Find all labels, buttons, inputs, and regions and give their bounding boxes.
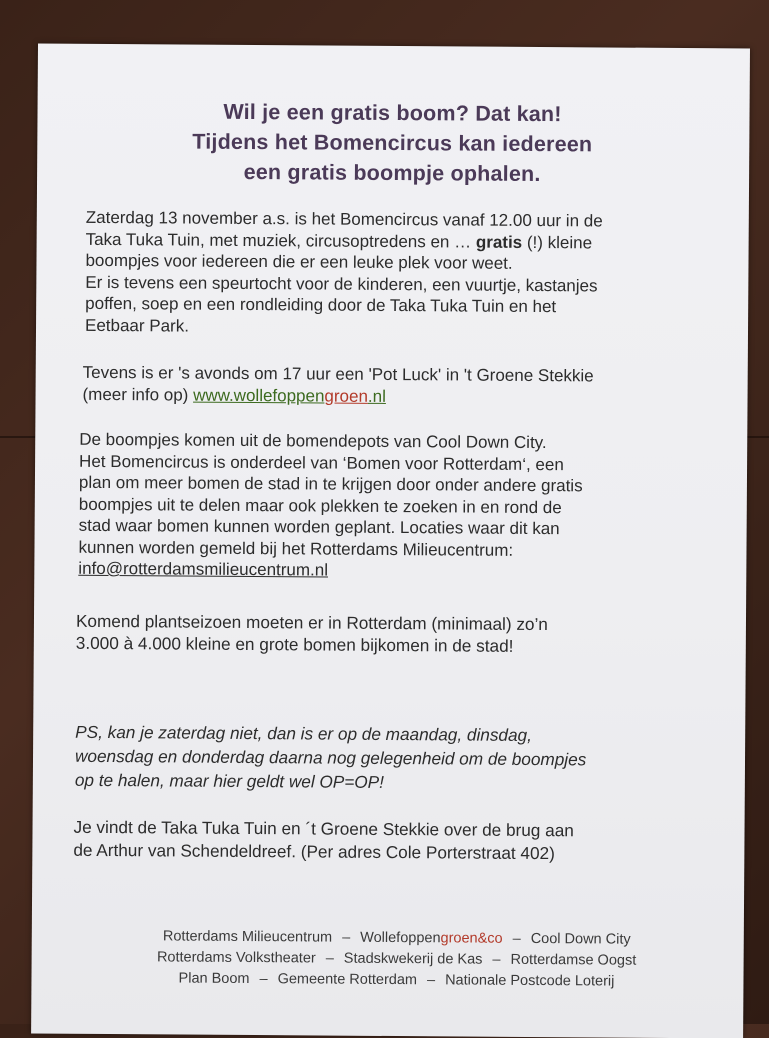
text-line: PS, kan je zaterdag niet, dan is er op de maandag, dinsdag, — [75, 721, 532, 745]
title-line: Wil je een gratis boom? Dat kan! — [223, 99, 562, 127]
flyer-title — [97, 96, 688, 190]
sponsor-name: Rotterdams Milieucentrum — [162, 928, 333, 946]
link-part[interactable]: www.wollefoppen — [193, 385, 325, 406]
text-line: Komend plantseizoen moeten er in Rotterdam (minimaal) zo’n — [75, 610, 548, 635]
text-line: kunnen worden gemeld bij het Rotterdams Milieucentrum: — [78, 537, 514, 560]
sponsor-name: Nationale Postcode Loterij — [445, 972, 615, 990]
sponsor-name — [360, 930, 503, 947]
text-line: Er is tevens een speurtocht voor de kinderen, een vuurtje, kastanjes — [85, 272, 598, 295]
sponsor-part: Wollefoppen — [360, 929, 441, 947]
text-line: plan om meer bomen de stad in te krijgen door onder andere gratis — [78, 472, 583, 496]
gratis-emphasis: gratis — [475, 232, 523, 252]
text-line: boompjes voor iedereen die er een leuke plek voor weet. — [85, 250, 513, 273]
sponsor-name: Cool Down City — [530, 930, 631, 948]
sponsor-name: Rotterdams Volkstheater — [156, 949, 316, 967]
text-line: Tevens is er 's avonds om 17 uur een 'Pot Luck' in 't Groene Stekkie — [82, 362, 594, 386]
text-line: 3.000 à 4.000 kleine en grote bomen bijkomen in de stad! — [75, 632, 514, 656]
link-part[interactable]: .nl — [367, 386, 386, 406]
text-line: boompjes uit te delen maar ook plekken te zoeken in en rond de — [78, 494, 562, 517]
separator: – — [492, 951, 501, 968]
text-line: stad waar bomen kunnen worden geplant. Locaties waar dit kan — [78, 515, 560, 539]
text-line: de Arthur van Schendeldreef. (Per adres Cole Porterstraat 402) — [73, 839, 555, 863]
text-line: Zaterdag 13 november a.s. is het Bomencircus vanaf 12.00 uur in de — [85, 207, 603, 231]
link-part[interactable]: groen — [324, 386, 369, 406]
flyer-paper — [31, 44, 750, 1038]
sponsor-part: groen&co — [440, 930, 503, 947]
separator: – — [259, 971, 268, 988]
sponsor-row — [91, 968, 701, 993]
sponsor-list — [91, 926, 701, 993]
potluck-paragraph — [82, 362, 593, 409]
sponsor-name: Stadskwekerij de Kas — [343, 950, 483, 968]
text-line: De boompjes komen uit de bomendepots van Cool Down City. — [79, 429, 547, 453]
text-run: Taka Tuka Tuin, met muziek, circusoptredens en … — [85, 229, 476, 252]
separator: – — [325, 950, 334, 967]
event-paragraph — [85, 207, 603, 340]
text-line: Eetbaar Park. — [84, 315, 190, 336]
separator: – — [512, 930, 521, 947]
email-link[interactable]: info@rotterdamsmilieucentrum.nl — [78, 558, 329, 580]
text-line — [78, 558, 582, 583]
text-run: (meer info op) — [82, 384, 194, 405]
title-line: Tijdens het Bomencircus kan iedereen — [192, 129, 593, 157]
text-line: Het Bomencircus is onderdeel van ‘Bomen voor Rotterdam‘, een — [79, 451, 564, 474]
text-line: woensdag en donderdag daarna nog gelegenheid om de boompjes — [74, 745, 587, 770]
ps-paragraph — [75, 720, 587, 796]
text-line: poffen, soep en een rondleiding door de Taka Tuka Tuin en het — [85, 293, 557, 317]
text-line: op te halen, maar hier geldt wel OP=OP! — [74, 769, 385, 792]
address-paragraph — [73, 816, 574, 864]
separator: – — [426, 972, 436, 989]
website-link[interactable] — [193, 385, 386, 405]
sponsor-name: Rotterdamse Oogst — [510, 951, 637, 969]
text-line: Je vindt de Taka Tuka Tuin en ´t Groene Stekkie over de brug aan — [73, 816, 574, 841]
bomenplan-paragraph — [78, 429, 583, 583]
separator: – — [342, 929, 351, 946]
sponsor-name: Plan Boom — [178, 970, 250, 988]
title-line: een gratis boompje ophalen. — [243, 159, 541, 187]
text-run: (!) kleine — [522, 232, 593, 252]
season-paragraph — [76, 611, 548, 657]
text-line — [82, 383, 593, 408]
sponsor-name: Gemeente Rotterdam — [277, 971, 418, 989]
